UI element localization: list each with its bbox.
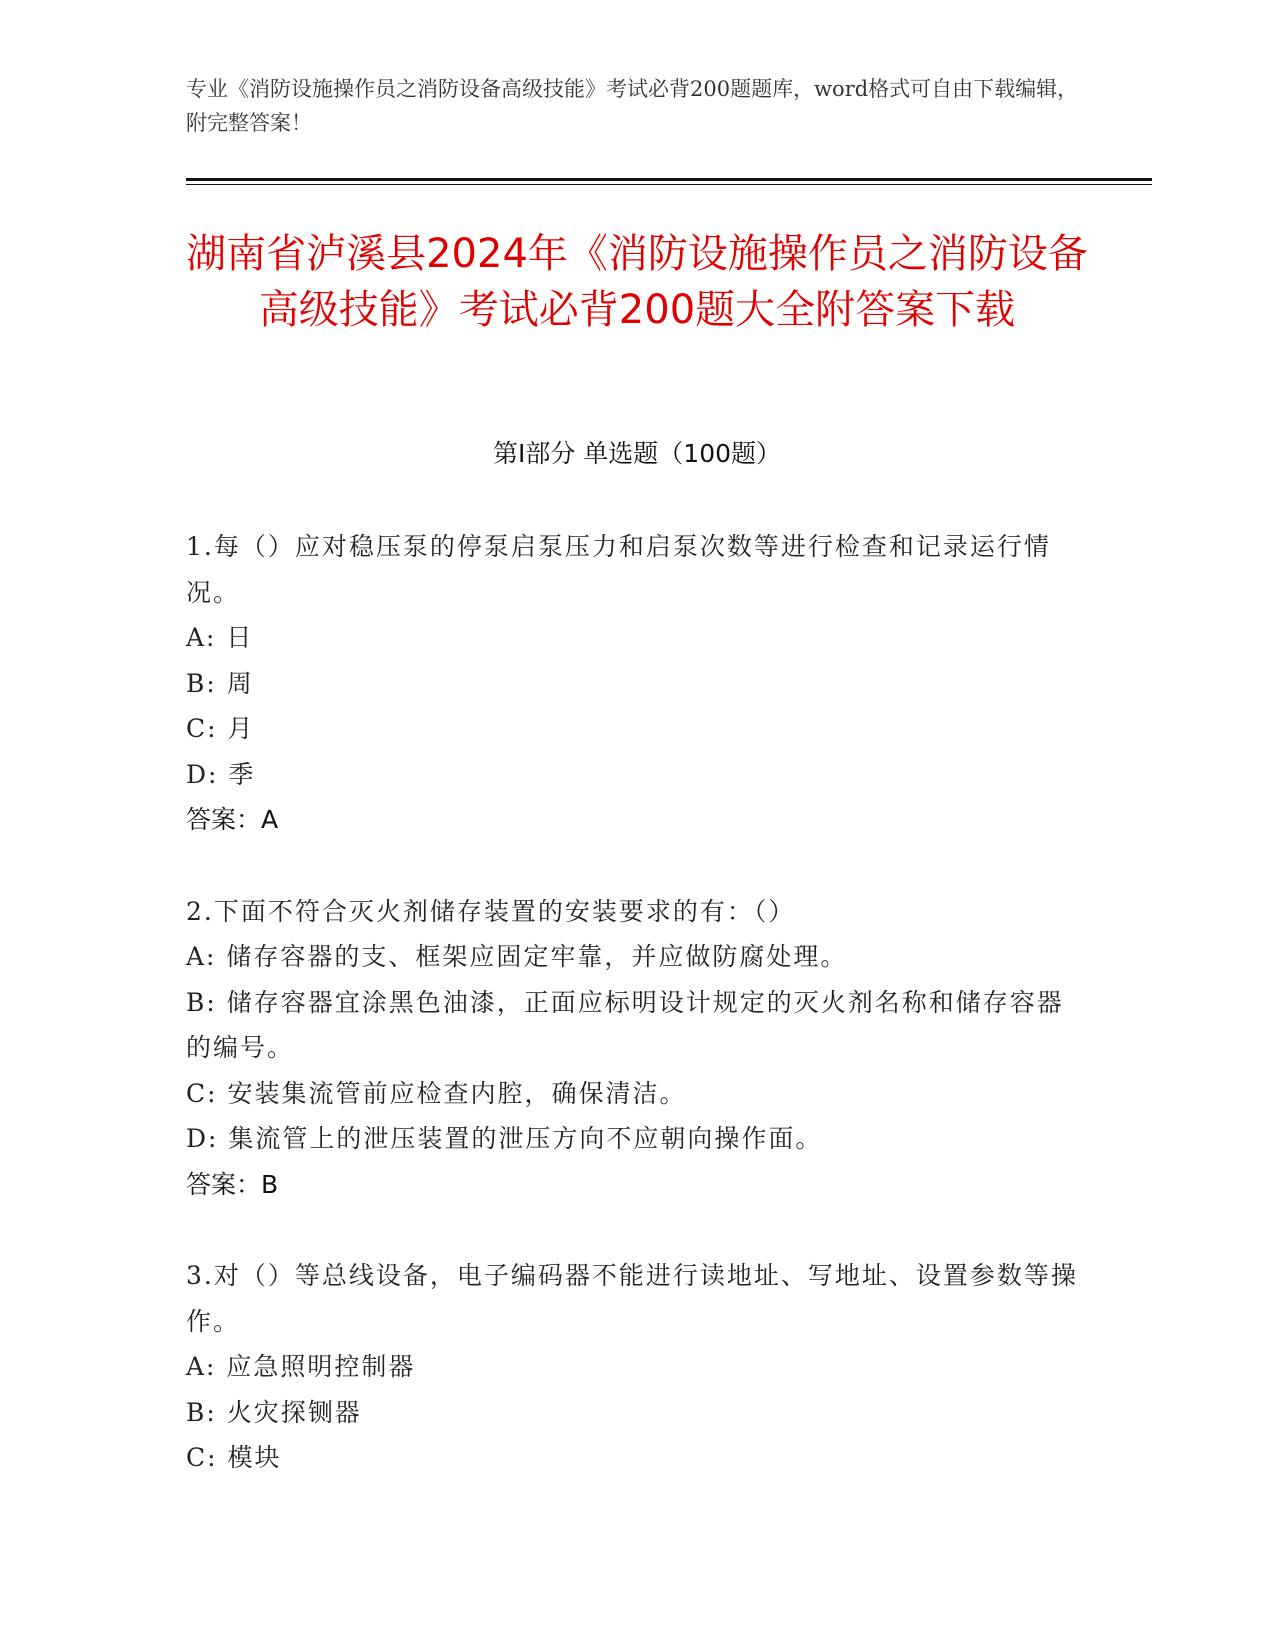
option-c: C: 模块 bbox=[186, 1443, 282, 1472]
section-title: 第I部分 单选题（100题） bbox=[492, 439, 782, 468]
option-a: A: 储存容器的支、框架应固定牢靠，并应做防腐处理。 bbox=[186, 942, 848, 971]
option-d: D: 集流管上的泄压装置的泄压方向不应朝向操作面。 bbox=[186, 1124, 823, 1153]
question-stem: 2.下面不符合灭火剂储存装置的安装要求的有：（） bbox=[186, 896, 796, 926]
option-a: A: 应急照明控制器 bbox=[186, 1352, 416, 1381]
question-list bbox=[186, 524, 1086, 1527]
header-rule-thin bbox=[186, 184, 1152, 185]
answer: 答案：B bbox=[186, 1169, 279, 1199]
header-note: 专业《消防设施操作员之消防设备高级技能》考试必背200题题库，word格式可自由下载编辑，附完整答案！ bbox=[186, 77, 1079, 135]
option-a: A: 日 bbox=[186, 623, 254, 652]
question-2 bbox=[186, 889, 1086, 1208]
option-b: B: 火灾探铡器 bbox=[186, 1397, 362, 1427]
header-rule-thick bbox=[186, 178, 1152, 181]
option-b: B: 储存容器宜涂黑色油漆，正面应标明设计规定的灭火剂名称和储存容器的编号。 bbox=[186, 987, 1064, 1062]
option-c: C: 月 bbox=[186, 714, 255, 743]
option-b: B: 周 bbox=[186, 668, 254, 698]
question-1 bbox=[186, 524, 1086, 843]
option-d: D: 季 bbox=[186, 759, 256, 789]
document-title: 湖南省泸溪县2024年《消防设施操作员之消防设备高级技能》考试必背200题大全附答案下载 bbox=[186, 231, 1088, 333]
answer: 答案：A bbox=[186, 805, 279, 834]
question-stem: 3.对（）等总线设备，电子编码器不能进行读地址、写地址、设置参数等操作。 bbox=[186, 1261, 1078, 1336]
option-c: C: 安装集流管前应检查内腔，确保清洁。 bbox=[186, 1078, 687, 1108]
question-3 bbox=[186, 1253, 1086, 1481]
question-stem: 1.每（）应对稳压泵的停泵启泵压力和启泵次数等进行检查和记录运行情况。 bbox=[186, 532, 1051, 607]
